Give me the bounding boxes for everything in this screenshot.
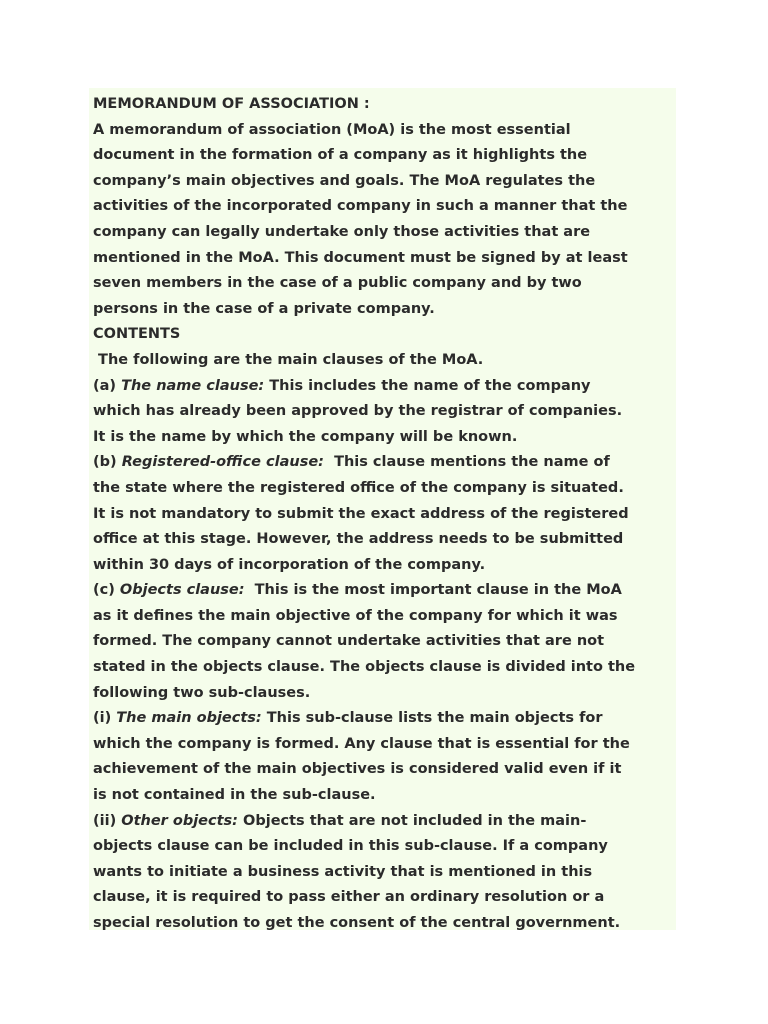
clause-title: Objects clause: [119,582,245,599]
clause-text: This is the most important clause in the MoA [244,582,622,599]
clause-b-line [93,450,675,476]
clause-text: This clause mentions the name of [323,454,610,471]
clause-prefix: (ii) [93,812,122,829]
heading-contents: CONTENTS [93,326,181,343]
paragraph-line: which has already been approved by the registrar of companies. [93,403,623,420]
clause-prefix: (c) [93,582,120,599]
subclause-i-line [93,706,675,732]
paragraph-line: clause, it is required to pass either an ordinary resolution or a [93,889,605,906]
paragraph-line: It is not mandatory to submit the exact address of the registered [93,505,629,522]
paragraph-line: achievement of the main objectives is considered valid even if it [93,761,622,778]
clause-title: Registered-office clause: [121,454,324,471]
clause-title: The name clause: [121,377,265,394]
clause-title: Other objects: [121,812,238,829]
clause-prefix: (b) [93,454,122,471]
paragraph-line: objects clause can be included in this sub-clause. If a company [93,838,608,855]
paragraph-line: company’s main objectives and goals. The MoA regulates the [93,172,596,189]
paragraph-line: formed. The company cannot undertake activities that are not [93,633,605,650]
clause-prefix: (i) [93,710,117,727]
paragraph-line: mentioned in the MoA. This document must be signed by at least [93,249,628,266]
heading-memorandum: MEMORANDUM OF ASSOCIATION : [93,96,370,112]
paragraph-line: is not contained in the sub-clause. [93,787,376,804]
paragraph-line: It is the name by which the company will be known. [93,428,518,445]
clause-text: Objects that are not included in the main- [237,812,587,829]
document-body [93,92,675,937]
paragraph-line: A memorandum of association (MoA) is the most essential [93,121,571,138]
paragraph-line: company can legally undertake only those activities that are [93,223,591,240]
subclause-ii-line [93,809,675,835]
paragraph-line: following two sub-clauses. [93,684,311,701]
paragraph-line: office at this stage. However, the address needs to be submitted [93,531,624,548]
paragraph-line: special resolution to get the consent of the central government. [93,915,621,931]
clause-prefix: (a) [93,377,122,394]
paragraph-line: The following are the main clauses of the MoA. [93,351,484,368]
clause-text: This includes the name of the company [264,377,591,394]
paragraph-line: as it defines the main objective of the company for which it was [93,607,618,624]
clause-title: The main objects: [116,710,262,727]
clause-text: This sub-clause lists the main objects for [261,710,603,727]
paragraph-line: wants to initiate a business activity that is mentioned in this [93,863,593,880]
clause-c-line [93,578,675,604]
paragraph-line: the state where the registered office of the company is situated. [93,479,624,496]
clause-a-line [93,374,675,400]
paragraph-line: which the company is formed. Any clause that is essential for the [93,735,630,752]
paragraph-line: stated in the objects clause. The objects clause is divided into the [93,659,636,676]
paragraph-line: activities of the incorporated company in such a manner that the [93,198,628,215]
paragraph-line: seven members in the case of a public company and by two [93,275,582,292]
paragraph-line: within 30 days of incorporation of the company. [93,556,486,573]
paragraph-line: document in the formation of a company as it highlights the [93,147,588,164]
paragraph-line: persons in the case of a private company. [93,300,435,317]
